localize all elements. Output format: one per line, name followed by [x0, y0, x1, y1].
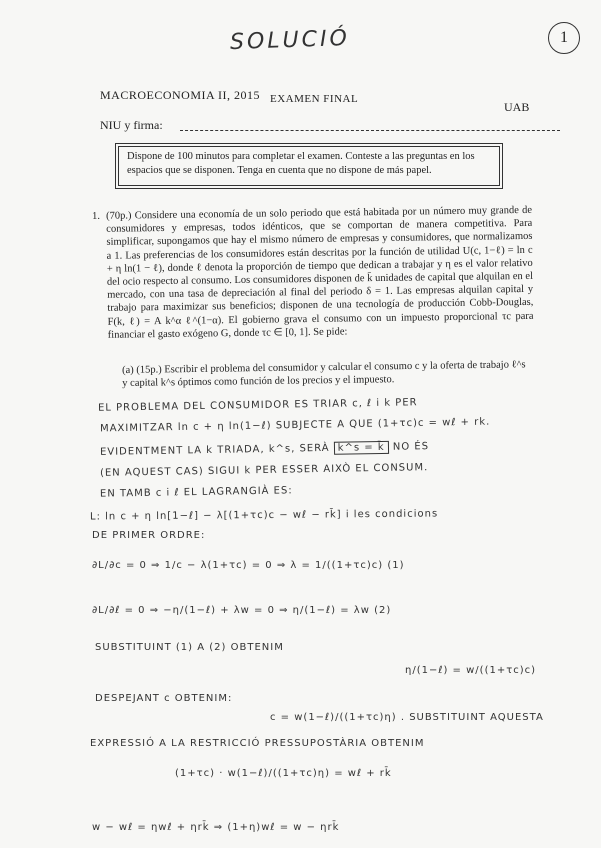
handwritten-line: EL PROBLEMA DEL CONSUMIDOR ES TRIAR c, ℓ i k PER	[97, 397, 418, 414]
handwritten-line: DESPEJANT c OBTENIM:	[95, 693, 233, 704]
handwritten-line-with-box	[100, 440, 429, 459]
course-title: MACROECONOMIA II, 2015	[100, 88, 261, 102]
handwritten-equation: ∂L/∂ℓ = 0 ⇒ −η/(1−ℓ) + λw = 0 ⇒ η/(1−ℓ) = λw (2)	[92, 605, 392, 616]
handwritten-equation: c = w(1−ℓ)/((1+τc)η) . SUBSTITUINT AQUESTA	[270, 712, 544, 723]
handwritten-line: MAXIMITZAR ln c + η ln(1−ℓ) SUBJECTE A QUE (1+τc)c = wℓ + rk.	[99, 416, 491, 435]
instructions-box: Dispone de 100 minutos para completar el examen. Conteste a las preguntas en los espacios que se disponen. Tenga en cuenta que no dispone de más papel.	[118, 146, 500, 186]
niu-signature-line	[180, 130, 560, 131]
handwritten-line: EXPRESSIÓ A LA RESTRICCIÓ PRESSUPOSTÀRIA OBTENIM	[90, 738, 425, 749]
exam-title: EXAMEN FINAL	[270, 93, 359, 105]
handwritten-equation: (1+τc) · w(1−ℓ)/((1+τc)η) = wℓ + rk̄	[175, 768, 392, 779]
handwritten-line: (EN AQUEST CAS) SIGUI k PER ESSER AIXÒ EL CONSUM.	[99, 462, 429, 479]
university-label: UAB	[504, 100, 530, 114]
page-number-circle: 1	[548, 22, 580, 54]
handwritten-equation: η/(1−ℓ) = w/((1+τc)c)	[405, 665, 537, 676]
handwritten-equation: w − wℓ = ηwℓ + ηrk̄ ⇒ (1+η)wℓ = w − ηrk̄	[92, 822, 340, 833]
handwritten-text: EVIDENTMENT LA k TRIADA, k^s, SERÀ	[99, 442, 330, 458]
problem-number: 1.	[92, 210, 101, 222]
subquestion-a: (a) (15p.) Escribir el problema del consumidor y calcular el consumo c y la oferta de trabajo ℓ^s y capital k^s óptimos como función de los precios y el impuesto.	[122, 359, 526, 389]
handwritten-line: EN TAMB c i ℓ EL LAGRANGIÀ ES:	[99, 485, 293, 500]
handwritten-line: SUBSTITUINT (1) A (2) OBTENIM	[95, 642, 284, 653]
problem-1	[92, 204, 534, 342]
handwritten-equation: ∂L/∂c = 0 ⇒ 1/c − λ(1+τc) = 0 ⇒ λ = 1/((1+τc)c) (1)	[92, 560, 405, 571]
handwritten-text: NO ÉS	[392, 441, 430, 453]
handwritten-boxed-formula: k^s = k̄	[334, 441, 389, 455]
handwritten-title: SOLUCIÓ	[229, 25, 351, 56]
problem-text: (70p.) Considere una economía de un solo periodo que está habitada por un número muy grande de consumidores y empresas, todos idénticos, que se comportan de manera competitiva. Para simplificar, supongamos que hay el mismo número de empresas y consumidores, que normalizamos a 1. Las preferencias de los consumidores están descritas por la función de utilidad U(c, 1−ℓ) = ln c + η ln(1 − ℓ), donde ℓ denota la proporción de tiempo que dedican a trabajar y η es el valor relativo del ocio respecto al consumo. Los consumidores disponen de k̄ unidades de capital que alquilan en el mercado, con una tasa de depreciación al final del periodo δ = 1. Las empresas alquilan capital y trabajo para maximizar sus beneficios; disponen de una tecnología de producción Cobb-Douglas, F(k, ℓ) = A k^α ℓ^(1−α). El gobierno grava el consumo con un impuesto proporcional τc para financiar el gasto exógeno G, donde τc ∈ [0, 1]. Se pide:	[106, 204, 534, 341]
handwritten-line: L: ln c + η ln[1−ℓ] − λ[(1+τc)c − wℓ − rk̄] i les condicions	[89, 508, 439, 523]
handwritten-line: DE PRIMER ORDRE:	[92, 530, 206, 541]
niu-label: NIU y firma:	[100, 118, 163, 132]
